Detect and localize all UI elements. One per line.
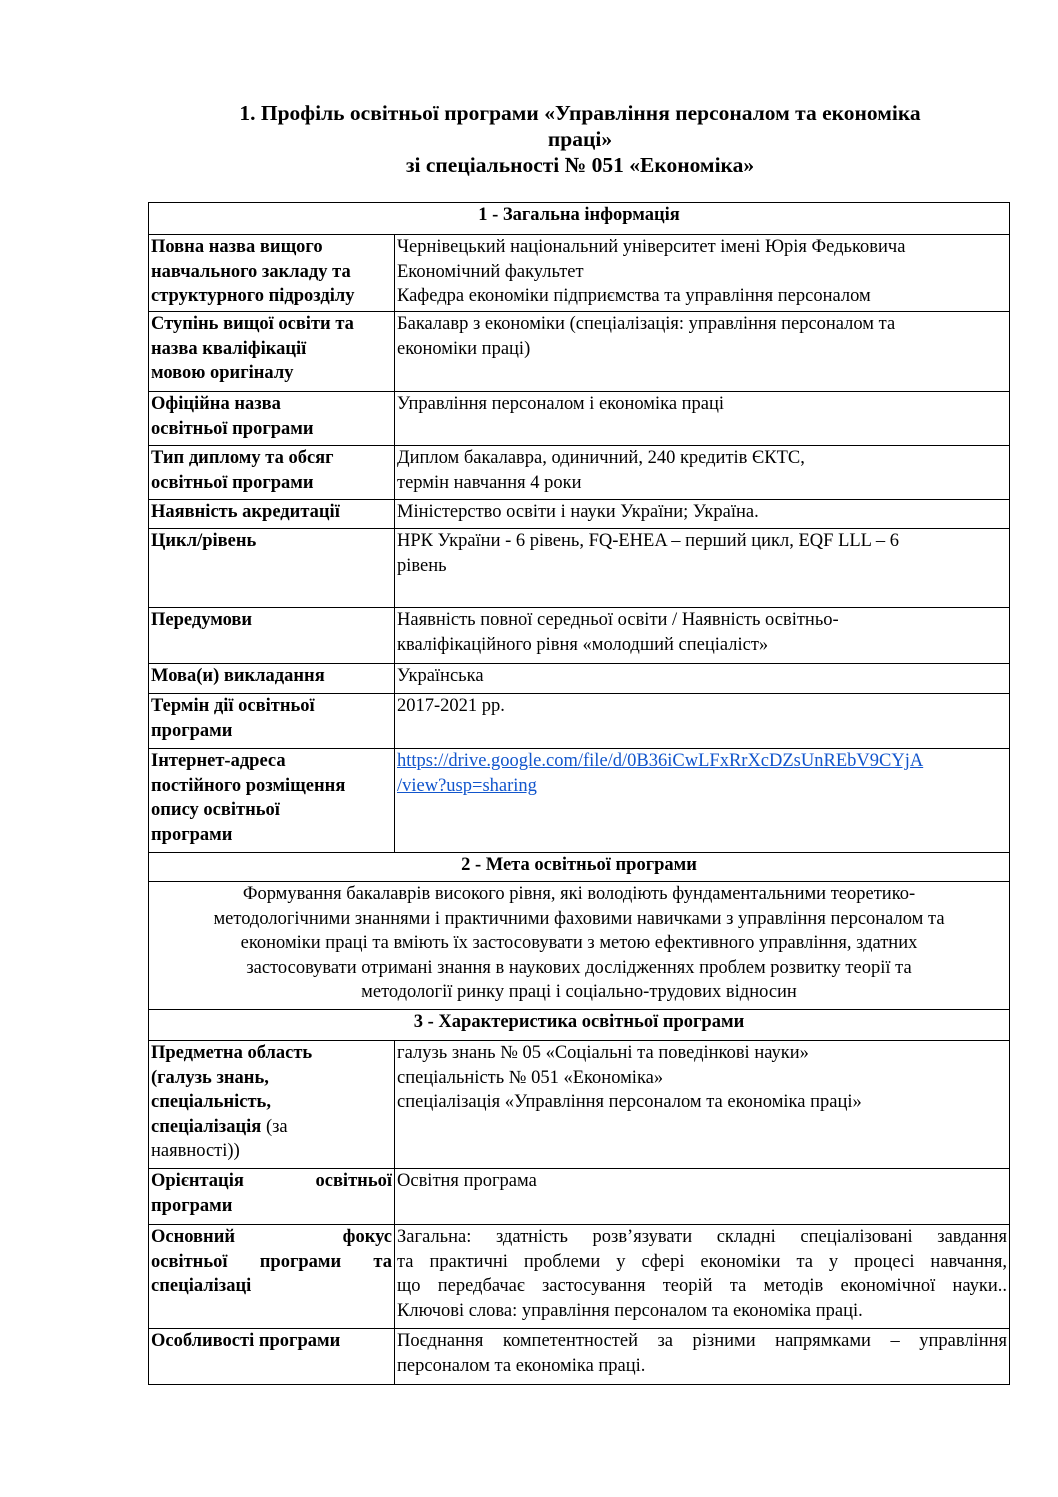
row-label: Особливості програми (149, 1329, 395, 1385)
document-title (150, 100, 1010, 178)
row-value: Наявність повної середньої освіти / Наявність освітньо- кваліфікаційного рівня «молодший спеціаліст» (395, 608, 1010, 664)
table-row (149, 1169, 1010, 1225)
row-value: 2017-2021 рр. (395, 694, 1010, 749)
row-label: Орієнтація освітньої програми (149, 1169, 395, 1225)
row-value: Чернівецький національний університет імені Юрія Федьковича Економічний факультет Кафедра економіки підприємства та управління персоналом (395, 235, 1010, 312)
section-row (149, 203, 1010, 235)
table-row (149, 608, 1010, 664)
table-row (149, 749, 1010, 853)
table-row (149, 500, 1010, 529)
row-label: Офіційна назва освітньої програми (149, 392, 395, 446)
row-value: Поєднання компетентностей за різними напрямками – управління персоналом та економіка праці. (395, 1329, 1010, 1385)
row-label: Ступінь вищої освіти та назва кваліфікації мовою оригіналу (149, 312, 395, 392)
row-label: Передумови (149, 608, 395, 664)
table-row (149, 1329, 1010, 1385)
row-value: Загальна: здатність розв’язувати складні спеціалізовані завдання та практичні проблеми у сфері економіки та у процесі навчання, що передбачає застосування теорій та методів економічної науки.. Ключові слова: управління персоналом та економіка праці. (395, 1225, 1010, 1329)
row-value: Управління персоналом і економіка праці (395, 392, 1010, 446)
program-goal-text: Формування бакалаврів високого рівня, які володіють фундаментальними теоретико- методологічними знаннями і практичними фаховими навичками з управління персоналом та економіки праці та вміють їх застосовувати з метою ефективного управління, здатних застосовувати отримані знання в наукових дослідженнях проблем розвитку теорії та методології ринку праці і соціально-трудових відносин (149, 882, 1010, 1010)
row-label: Повна назва вищого навчального закладу та структурного підрозділу (149, 235, 395, 312)
row-label: Основний фокус освітньої програми та спеціалізаці (149, 1225, 395, 1329)
title-line: зі спеціальності № 051 «Економіка» (405, 153, 755, 177)
row-label: Мова(и) викладання (149, 664, 395, 694)
table-row (149, 664, 1010, 694)
table-row (149, 392, 1010, 446)
row-label: Термін дії освітньої програми (149, 694, 395, 749)
row-value: галузь знань № 05 «Соціальні та поведінкові науки» спеціальність № 051 «Економіка» спеціалізація «Управління персоналом та економіка праці» (395, 1041, 1010, 1169)
row-value: Освітня програма (395, 1169, 1010, 1225)
row-value: Міністерство освіти і науки України; Україна. (395, 500, 1010, 529)
row-value: Бакалавр з економіки (спеціалізація: управління персоналом та економіки праці) (395, 312, 1010, 392)
row-value: Диплом бакалавра, одиничний, 240 кредитів ЄКТС, термін навчання 4 роки (395, 446, 1010, 500)
program-description-link[interactable]: https://drive.google.com/file/d/0B36iCwLFxRrXcDZsUnREbV9CYjA /view?usp=sharing (397, 751, 924, 796)
title-line: праці» (547, 127, 613, 151)
row-value (395, 749, 1010, 853)
section-heading-characteristics: 3 - Характеристика освітньої програми (149, 1010, 1010, 1041)
row-label: Цикл/рівень (149, 529, 395, 608)
table-row (149, 882, 1010, 1010)
table-row (149, 1225, 1010, 1329)
row-value: Українська (395, 664, 1010, 694)
section-row (149, 853, 1010, 882)
title-line: 1. Профіль освітньої програми «Управління персоналом та економіка (239, 101, 921, 125)
row-label: Інтернет-адреса постійного розміщення опису освітньої програми (149, 749, 395, 853)
row-value: НРК України - 6 рівень, FQ-EHEA – перший цикл, EQF LLL – 6 рівень (395, 529, 1010, 608)
section-heading-general: 1 - Загальна інформація (149, 203, 1010, 235)
table-row (149, 235, 1010, 312)
table-row (149, 694, 1010, 749)
program-profile-table (148, 202, 1010, 1385)
table-row (149, 312, 1010, 392)
row-label: Наявність акредитації (149, 500, 395, 529)
row-label: Предметна область (галузь знань, спеціальність, спеціалізація (за наявності)) (149, 1041, 395, 1169)
section-heading-goal: 2 - Мета освітньої програми (149, 853, 1010, 882)
section-row (149, 1010, 1010, 1041)
table-row (149, 446, 1010, 500)
row-label: Тип диплому та обсяг освітньої програми (149, 446, 395, 500)
table-row (149, 1041, 1010, 1169)
table-row (149, 529, 1010, 608)
